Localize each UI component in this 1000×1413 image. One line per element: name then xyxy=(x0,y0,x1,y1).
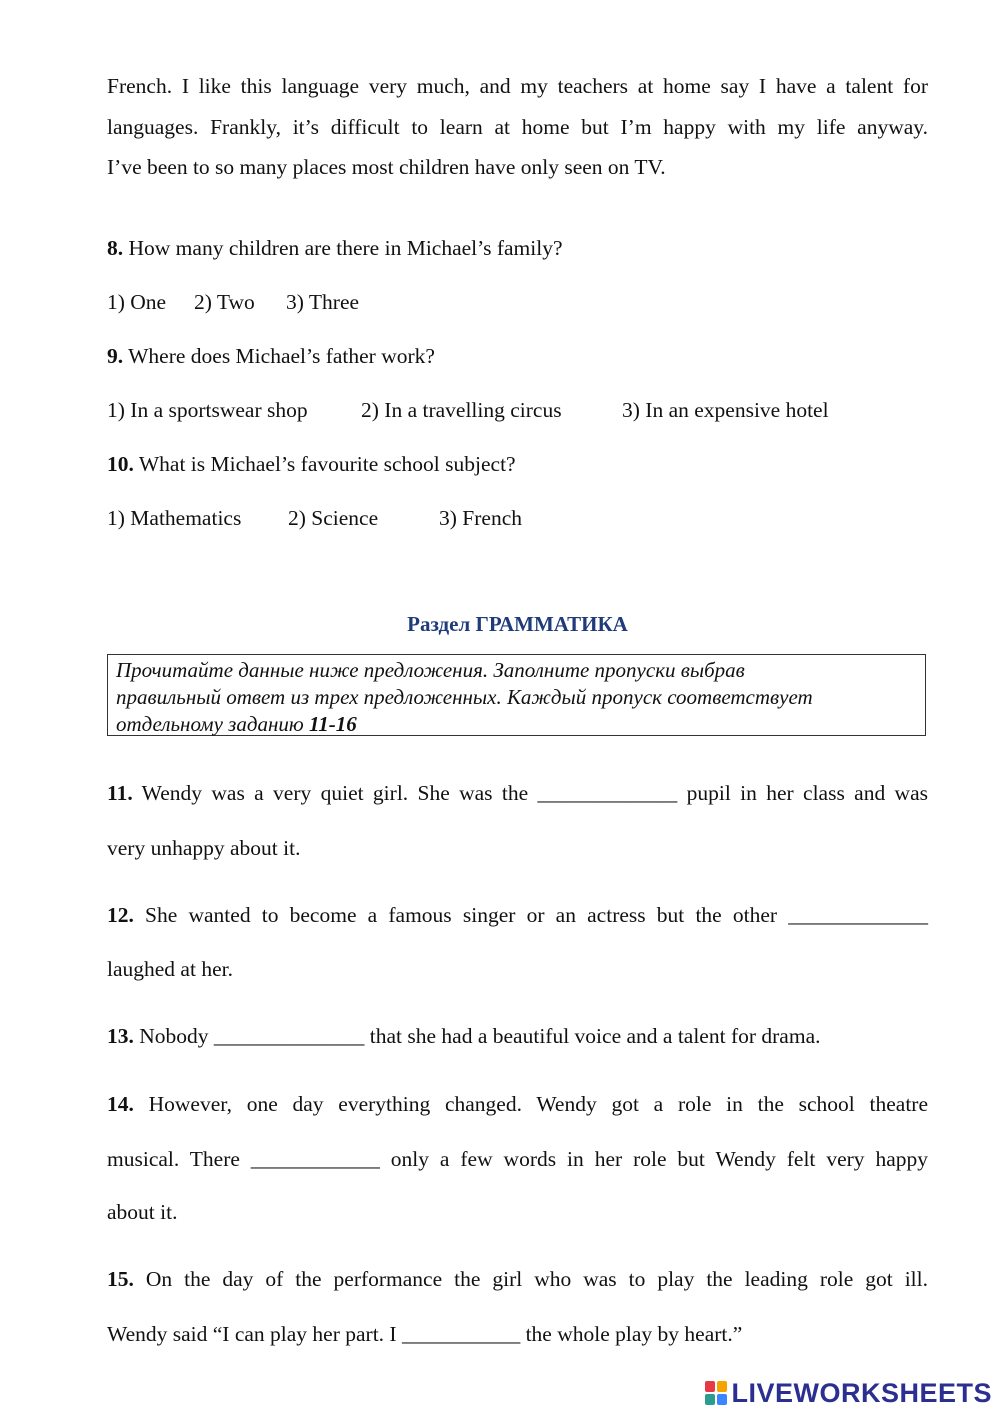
question-9-options xyxy=(107,396,928,424)
question-text: What is Michael’s favourite school subject? xyxy=(133,452,516,476)
instruction-text: отдельному заданию xyxy=(116,712,309,736)
question-10-options xyxy=(107,504,928,532)
answer-option[interactable]: 3) French xyxy=(439,506,522,530)
question-text: However, one day everything changed. Wendy got a role in the school theatre xyxy=(133,1092,928,1116)
passage-line: French. I like this language very much, and my teachers at home say I have a talent for xyxy=(107,74,928,98)
grammar-question-14 xyxy=(107,1090,928,1118)
answer-option[interactable]: 3) Three xyxy=(286,290,360,314)
question-text-continued: Wendy said “I can play her part. I ___________ the whole play by heart.” xyxy=(107,1322,743,1346)
answer-option[interactable]: 2) Two xyxy=(194,290,255,314)
answer-option[interactable]: 1) Mathematics xyxy=(107,506,242,530)
section-title: Раздел ГРАММАТИКА xyxy=(407,612,628,636)
question-number: 11. xyxy=(107,781,133,805)
passage-line: I’ve been to so many places most children have only seen on TV. xyxy=(107,155,666,179)
liveworksheets-logo[interactable] xyxy=(705,1376,992,1410)
instruction-line: правильный ответ из трех предложенных. Каждый пропуск соответствует xyxy=(116,685,813,709)
instruction-line xyxy=(116,711,917,738)
instruction-box xyxy=(107,654,926,736)
answer-option[interactable]: 3) In an expensive hotel xyxy=(622,398,829,422)
task-range: 11-16 xyxy=(308,712,357,736)
question-9 xyxy=(107,342,928,370)
question-text: Nobody ______________ that she had a beautiful voice and a talent for drama. xyxy=(133,1024,821,1048)
instruction-line: Прочитайте данные ниже предложения. Заполните пропуски выбрав xyxy=(116,658,745,682)
answer-option[interactable]: 1) In a sportswear shop xyxy=(107,398,308,422)
question-text-continued: very unhappy about it. xyxy=(107,836,301,860)
grammar-question-15 xyxy=(107,1265,928,1293)
grammar-question-11 xyxy=(107,779,928,807)
question-text-continued: about it. xyxy=(107,1200,178,1224)
question-10 xyxy=(107,450,928,478)
question-8-options xyxy=(107,288,928,316)
question-number: 13. xyxy=(107,1024,134,1048)
logo-mark-icon xyxy=(705,1381,727,1405)
question-number: 8. xyxy=(107,236,124,260)
answer-option[interactable]: 2) In a travelling circus xyxy=(361,398,562,422)
question-text: Where does Michael’s father work? xyxy=(123,344,435,368)
question-text: Wendy was a very quiet girl. She was the _____________ pupil in her class and was xyxy=(132,781,928,805)
question-number: 14. xyxy=(107,1092,134,1116)
question-text: She wanted to become a famous singer or an actress but the other _____________ xyxy=(133,903,928,927)
answer-option[interactable]: 1) One xyxy=(107,290,167,314)
question-number: 15. xyxy=(107,1267,134,1291)
passage-line: languages. Frankly, it’s difficult to learn at home but I’m happy with my life anyway. xyxy=(107,115,928,139)
question-text: How many children are there in Michael’s family? xyxy=(123,236,563,260)
question-number: 10. xyxy=(107,452,134,476)
question-text-continued: musical. There ____________ only a few words in her role but Wendy felt very happy xyxy=(107,1147,928,1171)
grammar-question-13 xyxy=(107,1022,928,1050)
question-number: 12. xyxy=(107,903,134,927)
question-number: 9. xyxy=(107,344,124,368)
answer-option[interactable]: 2) Science xyxy=(288,506,379,530)
question-text: On the day of the performance the girl who was to play the leading role got ill. xyxy=(133,1267,928,1291)
question-text-continued: laughed at her. xyxy=(107,957,233,981)
question-8 xyxy=(107,234,928,262)
logo-text: LIVEWORKSHEETS xyxy=(731,1377,992,1408)
grammar-question-12 xyxy=(107,901,928,929)
